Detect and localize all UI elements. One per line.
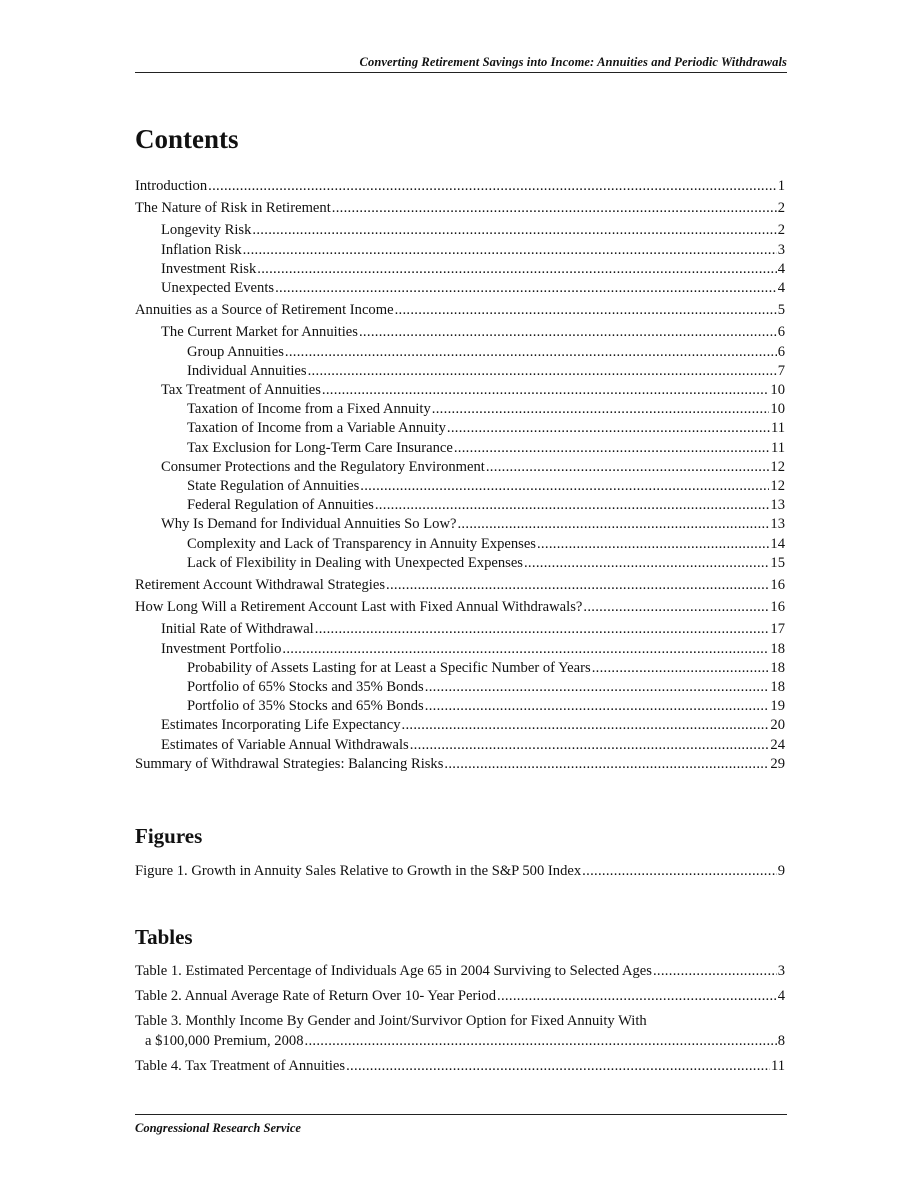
- table-entry[interactable]: Table 4. Tax Treatment of Annuities ..... 11: [135, 1057, 785, 1076]
- toc-entry[interactable]: The Current Market for Annuities ..... 6: [135, 323, 785, 342]
- toc-entry[interactable]: Inflation Risk ..... 3: [135, 241, 785, 260]
- tables-list: [135, 962, 785, 1082]
- toc-entry[interactable]: Introduction ..... 1: [135, 177, 785, 196]
- contents-list: [135, 177, 785, 774]
- toc-entry[interactable]: Portfolio of 65% Stocks and 35% Bonds ..... 18: [135, 678, 785, 697]
- toc-entry[interactable]: State Regulation of Annuities ..... 12: [135, 477, 785, 496]
- figures-heading: Figures: [135, 824, 203, 848]
- table-entry-line1: Table 3. Monthly Income By Gender and Joint/Survivor Option for Fixed Annuity With: [135, 1013, 647, 1030]
- toc-entry[interactable]: Initial Rate of Withdrawal ..... 17: [135, 620, 785, 639]
- footer-publisher: Congressional Research Service: [135, 1121, 301, 1135]
- table-entry[interactable]: Table 1. Estimated Percentage of Individuals Age 65 in 2004 Surviving to Selected Ages ..... 3: [135, 962, 785, 981]
- toc-entry[interactable]: Tax Treatment of Annuities ..... 10: [135, 381, 785, 400]
- toc-entry[interactable]: Portfolio of 35% Stocks and 65% Bonds ..... 19: [135, 697, 785, 716]
- toc-entry[interactable]: Investment Portfolio ..... 18: [135, 640, 785, 659]
- toc-entry[interactable]: Taxation of Income from a Fixed Annuity ..... 10: [135, 400, 785, 419]
- toc-entry[interactable]: Estimates Incorporating Life Expectancy ..... 20: [135, 716, 785, 735]
- toc-entry[interactable]: How Long Will a Retirement Account Last with Fixed Annual Withdrawals? ..... 16: [135, 598, 785, 617]
- toc-entry[interactable]: Taxation of Income from a Variable Annuity ..... 11: [135, 419, 785, 438]
- tables-heading: Tables: [135, 925, 193, 949]
- toc-entry[interactable]: Annuities as a Source of Retirement Income ..... 5: [135, 301, 785, 320]
- toc-entry[interactable]: Tax Exclusion for Long-Term Care Insurance ..... 11: [135, 439, 785, 458]
- toc-entry[interactable]: Probability of Assets Lasting for at Least a Specific Number of Years ..... 18: [135, 659, 785, 678]
- toc-entry[interactable]: Group Annuities ..... 6: [135, 343, 785, 362]
- toc-entry[interactable]: The Nature of Risk in Retirement ..... 2: [135, 199, 785, 218]
- toc-entry[interactable]: Unexpected Events ..... 4: [135, 279, 785, 298]
- figure-entry[interactable]: Figure 1. Growth in Annuity Sales Relative to Growth in the S&P 500 Index ..... 9: [135, 862, 785, 881]
- footer-rule: [135, 1114, 787, 1115]
- toc-entry[interactable]: Why Is Demand for Individual Annuities So Low? ..... 13: [135, 515, 785, 534]
- table-entry[interactable]: Table 2. Annual Average Rate of Return Over 10- Year Period ..... 4: [135, 987, 785, 1006]
- toc-entry[interactable]: Longevity Risk ..... 2: [135, 221, 785, 240]
- toc-entry[interactable]: Complexity and Lack of Transparency in Annuity Expenses ..... 14: [135, 535, 785, 554]
- toc-entry[interactable]: Consumer Protections and the Regulatory Environment ..... 12: [135, 458, 785, 477]
- running-header: Converting Retirement Savings into Income: Annuities and Periodic Withdrawals: [359, 55, 787, 69]
- contents-heading: Contents: [135, 124, 239, 154]
- toc-entry[interactable]: Individual Annuities ..... 7: [135, 362, 785, 381]
- toc-entry[interactable]: Retirement Account Withdrawal Strategies ..... 16: [135, 576, 785, 595]
- figures-list: [135, 862, 785, 881]
- toc-entry[interactable]: Summary of Withdrawal Strategies: Balancing Risks ..... 29: [135, 755, 785, 774]
- toc-entry[interactable]: Federal Regulation of Annuities ..... 13: [135, 496, 785, 515]
- toc-entry[interactable]: Investment Risk ..... 4: [135, 260, 785, 279]
- table-entry[interactable]: Table 3. Monthly Income By Gender and Joint/Survivor Option for Fixed Annuity With a $100,000 Premium, 2008 ..... 8: [135, 1012, 785, 1050]
- toc-entry[interactable]: Lack of Flexibility in Dealing with Unexpected Expenses ..... 15: [135, 554, 785, 573]
- toc-entry[interactable]: Estimates of Variable Annual Withdrawals ..... 24: [135, 736, 785, 755]
- header-rule: [135, 72, 787, 73]
